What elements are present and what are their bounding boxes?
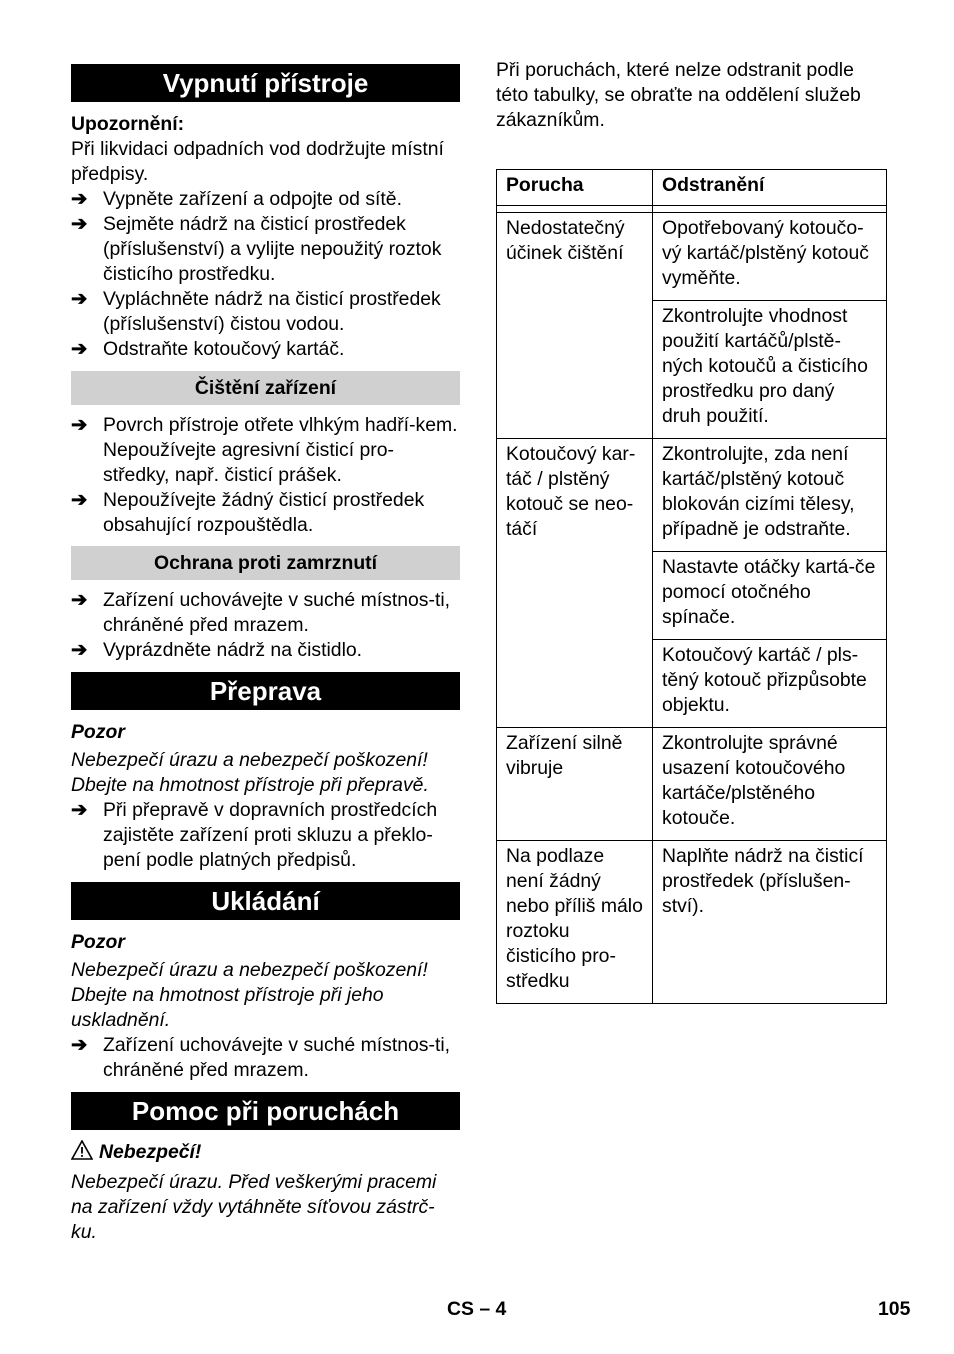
upozorneni-label: Upozornění: xyxy=(71,113,185,135)
left-column xyxy=(71,64,460,1245)
step-item: ➔ Při přepravě v dopravních prostředcích zajistěte zařízení proti skluzu a překlo-pení podle platných předpisů. xyxy=(71,799,438,871)
remedy-cell: Opotřebovaný kotoučo-vý kartáč/plstěný kotouč vyměňte. xyxy=(653,213,887,301)
page-number: 105 xyxy=(878,1298,911,1320)
header-odstraneni: Odstranění xyxy=(653,170,887,206)
heading-cisteni: Čištění zařízení xyxy=(71,371,460,405)
intro-text: Při poruchách, které nelze odstranit podle této tabulky, se obraťte na oddělení služeb zákazníkům. xyxy=(496,59,861,131)
fault-cell: Zařízení silně vibruje xyxy=(497,728,653,841)
arrow-icon: ➔ xyxy=(71,589,88,611)
arrow-icon: ➔ xyxy=(71,489,88,511)
right-column xyxy=(496,58,886,1004)
remedy-cell: Kotoučový kartáč / pls-těný kotouč přizpůsobte objektu. xyxy=(653,640,887,728)
step-item: ➔ Povrch přístroje otřete vlhkým hadří-kem. Nepoužívejte agresivní čisticí pro-středky, např. čisticí prášek. xyxy=(71,414,458,486)
fault-cell: Kotoučový kar-táč / plstěný kotouč se neo-táčí xyxy=(497,439,653,728)
table-row xyxy=(497,728,887,841)
remedy-cell: Zkontrolujte vhodnost použití kartáčů/plstě-ných kotoučů a čisticího prostředku pro daný druh použití. xyxy=(653,301,887,439)
heading-pomoc: Pomoc při poruchách xyxy=(71,1092,460,1130)
remedy-cell: Naplňte nádrž na čisticí prostředek (příslušen-ství). xyxy=(653,841,887,1004)
step-item: ➔ Nepoužívejte žádný čisticí prostředek obsahující rozpouštědla. xyxy=(71,489,425,536)
danger-heading: Nebezpečí! xyxy=(71,1140,460,1165)
fault-cell: Na podlaze není žádný nebo příliš málo roztoku čisticího pro-středku xyxy=(497,841,653,1004)
step-item: ➔ Vyprázdněte nádrž na čistidlo. xyxy=(71,639,363,661)
arrow-icon: ➔ xyxy=(71,799,88,821)
table-spacer-row xyxy=(497,206,887,213)
footer-section-label: CS – 4 xyxy=(447,1298,507,1320)
remedy-cell: Nastavte otáčky kartá-če pomocí otočného spínače. xyxy=(653,552,887,640)
table-row xyxy=(497,439,887,552)
step-item: ➔ Vypněte zařízení a odpojte od sítě. xyxy=(71,188,402,210)
table-header-row xyxy=(497,170,887,206)
heading-ochrana: Ochrana proti zamrznutí xyxy=(71,546,460,580)
warning-text: Nebezpečí úrazu a nebezpečí poškození! Dbejte na hmotnost přístroje při jeho uskladnění. xyxy=(71,959,428,1031)
step-item: ➔ Zařízení uchovávejte v suché místnos-ti, chráněné před mrazem. xyxy=(71,589,451,636)
arrow-icon: ➔ xyxy=(71,188,88,210)
danger-text: Nebezpečí úrazu. Před veškerými pracemi na zařízení vždy vytáhněte síťovou zástrč-ku. xyxy=(71,1171,437,1243)
step-item: ➔ Sejměte nádrž na čisticí prostředek (příslušenství) a vylijte nepoužitý roztok čisticího prostředku. xyxy=(71,213,442,285)
warning-triangle-icon xyxy=(71,1140,93,1160)
heading-preprava: Přeprava xyxy=(71,672,460,710)
warning-text: Nebezpečí úrazu a nebezpečí poškození! Dbejte na hmotnost přístroje při přepravě. xyxy=(71,749,429,796)
arrow-icon: ➔ xyxy=(71,338,88,360)
table-row xyxy=(497,213,887,301)
header-porucha: Porucha xyxy=(497,170,653,206)
arrow-icon: ➔ xyxy=(71,639,88,661)
step-item: ➔ Odstraňte kotoučový kartáč. xyxy=(71,338,345,360)
pozor-label: Pozor xyxy=(71,931,125,953)
table-row xyxy=(497,841,887,1004)
heading-vypnuti: Vypnutí přístroje xyxy=(71,64,460,102)
arrow-icon: ➔ xyxy=(71,213,88,235)
fault-cell: Nedostatečný účinek čištění xyxy=(497,213,653,439)
arrow-icon: ➔ xyxy=(71,1034,88,1056)
pozor-label: Pozor xyxy=(71,721,125,743)
step-item: ➔ Zařízení uchovávejte v suché místnos-ti, chráněné před mrazem. xyxy=(71,1034,451,1081)
step-item: ➔ Vypláchněte nádrž na čisticí prostředek (příslušenství) čistou vodou. xyxy=(71,288,441,335)
remedy-cell: Zkontrolujte správné usazení kotoučového kartáče/plstěného kotouče. xyxy=(653,728,887,841)
arrow-icon: ➔ xyxy=(71,288,88,310)
troubleshooting-table xyxy=(496,169,887,1004)
arrow-icon: ➔ xyxy=(71,414,88,436)
upozorneni-text: Při likvidaci odpadních vod dodržujte místní předpisy. xyxy=(71,138,444,185)
heading-ukladani: Ukládání xyxy=(71,882,460,920)
remedy-cell: Zkontrolujte, zda není kartáč/plstěný kotouč blokován cizími tělesy, případně je odstraňte. xyxy=(653,439,887,552)
